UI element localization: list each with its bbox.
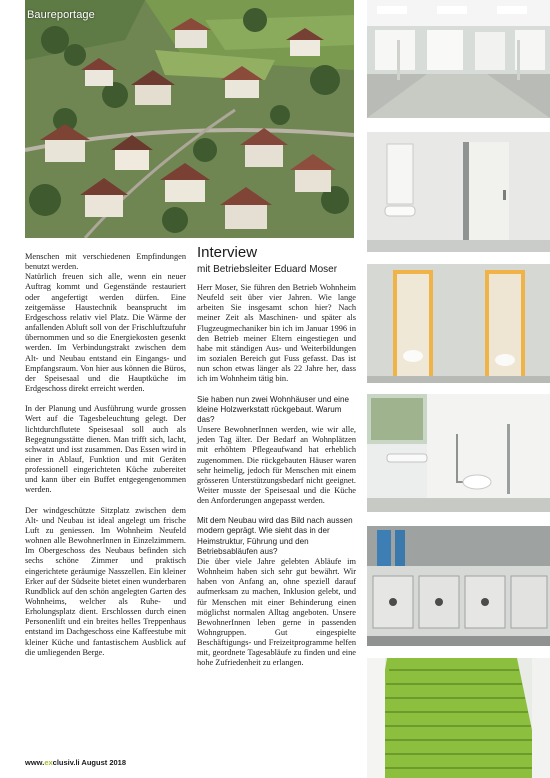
green-staircase-photo <box>367 658 550 778</box>
interview-title: Interview <box>197 244 258 261</box>
accessible-bathroom-photo <box>367 394 550 512</box>
interview-answer: Unsere BewohnerInnen werden, wie wir alle, jeden Tag älter. Der Bedarf an Wohnplätzen mit erhöhtem Pflegeaufwand hat erheblich zugenommen. Die rückgebauten Häuser waren sehr heimelig, jedoch für Menschen mit einem grösseren Unterstützungsbedarf nicht geeignet. Weiter musste der Speisesaal und die Küche den Anforderungen angepasst werden. <box>197 425 356 506</box>
interview-answer: Herr Moser, Sie führen den Betrieb Wohnheim Neufeld seit über vier Jahren. Wie lange arbeiten Sie insgesamt schon hier? Nach meiner Zeit als Maschinen- und später als Flugzeugmechaniker bin ich im Januar 1996 in den Betrieb meiner Eltern eingestiegen und habe mit ständigen Aus- und Weiterbildungen im sozialen Bereich gut Fuss gefasst. Das ist nun schon etwas länger als 22 Jahre her, dass ich im Wohnheim tätig bin. <box>197 283 356 384</box>
corridor-toilets-photo <box>367 264 550 383</box>
interview-subtitle: mit Betriebsleiter Eduard Moser <box>197 264 338 275</box>
footer-brand-accent: ex <box>44 758 53 767</box>
interview-question: Mit dem Neubau wird das Bild nach aussen modern geprägt. Wie sieht das in der Heimstruktur, Führung und den Betriebsabläufen aus? <box>197 516 353 556</box>
interview-question: Sie haben nun zwei Wohnhäuser und eine kleine Holzwerkstatt rückgebaut. Warum das? <box>197 394 349 424</box>
footer-www: www. <box>25 758 45 767</box>
interview-answer: Die über viele Jahre gelebten Abläufe im Wohnheim haben sich sehr gut bewährt. Wir haben von Anfang an, ohne speziell darauf aufmerksam zu machen, Inklusion gelebt, und für Menschen mit einer Behinderung einen möglichst normalen Alltag angeboten. Unsere BewohnerInnen leben gerne in passenden Wohngruppen. Gut eingespielte Beschäftigungs- und Freizeitprogramme helfen mit, geordnete Tagesabläufe zu finden und eine hohe Zufriedenheit zu erlangen. <box>197 556 356 668</box>
ventilation-unit-photo <box>367 526 550 646</box>
paragraph: Natürlich freuen sich alle, wenn ein neuer Auftrag kommt und Gegenstände restauriert oder angefertigt werden dürfen. Eine zeitgemässe Haustechnik beansprucht im Erdgeschoss relativ viel Platz. Die Wärme der anfallenden Abluft soll von der Frischluftzufuhr übernommen und so die Energiekosten gesenkt werden. Im Verbindungstrakt zwischen dem Alt- und Neubau entstand ein Eingangs- und Empfangsraum. Von hier aus können die Büros, der Speisesaal und die Hauptküche im Erdgeschoss direkt erreicht werden. <box>25 272 186 394</box>
paragraph: In der Planung und Ausführung wurde grossen Wert auf die Tagesbeleuchtung gelegt. Der lichtdurchflutete Speisesaal soll auch als Begegnungsstätte dienen. Man trifft sich, lacht, schwatzt und isst zusammen. Das Essen wird in einer in Ablauf, Funktion und mit Geräten professionell eingerichteten Küche zubereitet und kann über ein Buffet entgegengenommen werden. <box>25 404 186 495</box>
page-number: 31 <box>509 14 520 24</box>
interview-column <box>197 283 356 679</box>
washroom-sink-photo <box>367 132 550 252</box>
paragraph: Der windgeschützte Sitzplatz zwischen dem Alt- und Neubau ist ideal angelegt um frische Luft zu geniessen. Im Wohnheim Neufeld wohnen alle BewohnerInnen in Einzelzimmern. Im Obergeschoss des Neubaus befinden sich sechs schöne Zimmer und praktisch eingerichtete geräumige Nasszellen. Ein kleiner Erker auf der Südseite bietet einen wunderbaren Rundblick auf den schön angelegten Garten des Wohnheims, welcher als Ruhe- und Erholungsplatz dient. Erschlossen durch einen Personenlift und ein breites helles Treppenhaus entstand im Dachgeschoss eine Kaffeestube mit kleiner Küche und fantastischem Ausblick auf die umliegenden Berge. <box>25 505 186 657</box>
section-tag: Baureportage <box>27 9 95 21</box>
aerial-village-photo <box>25 0 354 238</box>
footer-issue: clusiv.li August 2018 <box>52 758 127 767</box>
left-article-column <box>25 252 186 668</box>
paragraph: Menschen mit verschiedenen Empfindungen benutzt werden. <box>25 252 186 272</box>
footer <box>25 758 126 767</box>
